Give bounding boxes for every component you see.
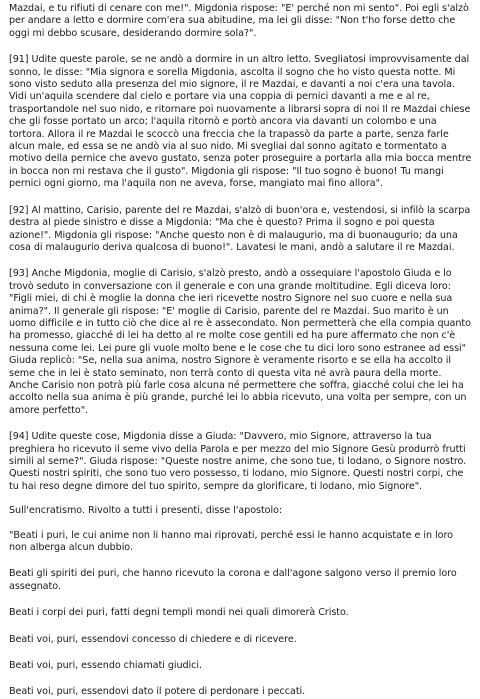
paragraph-92-morning: [92] Al mattino, Carisio, parente del re Mazdai, s'alzò di buon'ora e, vestendosi, si infilò la scarpa destra al piede sinistro e disse a Migdonia: "Ma che è questo? Prima il sogno e poi questa azione!". Migdonia gli rispose: "Anche questo non è di malaugurio, ma di buonaugurio; da una cosa di malaugurio deriva qualcosa di buono!". Lavatesi le mani, andò a salutare il re Mazdai. — [9, 204, 471, 253]
paragraph-mazdai-dinner: Mazdai, e tu rifiuti di cenare con me!". Migdonia rispose: "E' perché non mi sento". Poi egli s'alzò per andare a letto e dormire com'era sua abitudine, ma lei gli disse: "Non t'ho forse detto che oggi mi debbo scusare, desiderando dormire sola?". — [9, 3, 469, 39]
beatitude-forgive: Beati voi, puri, essendovi dato il potere di perdonare i peccati. — [9, 686, 306, 698]
beatitude-judges: Beati voi, puri, essendo chiamati giudici. — [9, 660, 203, 672]
beatitude-souls: "Beati i puri, le cui anime non li hanno mai riprovati, perché essi le hanno acquistate e in loro non alberga alcun dubbio. — [9, 529, 453, 554]
paragraph-93-migdonia: [93] Anche Migdonia, moglie di Carisio, s'alzò presto, andò a ossequiare l'apostolo Giuda e lo trovò seduto in conversazione con il generale e con una grande moltitudine. Egli diceva loro: "Figli miei, di chi è moglie la donna che ieri ricevette nostro Signore nel suo cuore e nella sua anima?". Il generale gli rispose: "E' moglie di Carisio, parente del re Mazdai. Suo marito è un uomo difficile e in tutto ciò che dice al re è assecondato. Non permetterà che ella compia quanto ha promesso, giacché di lei ha detto al re molte cose gentili ed ha pure affermato che non c'è nessuna come lei. Lei pure gli vuole molto bene e le cose che tu dici loro sono estranee ad essi" Giuda replicò: "Se, nella sua anima, nostro Signore è veramente risorto e se ella ha accolto il seme che in lei è stato seminato, non terrà conto di questa vita né avrà paura della morte. Anche Carisio non potrà più farle cosa alcuna né permettere che soffra, giacché colui che lei ha accolto nella sua anima è più grande, purché lei lo abbia ricevuto, una volta per sempre, con un amore perfetto". — [9, 268, 471, 416]
paragraph-94-seed: [94] Udite queste cose, Migdonia disse a Giuda: "Davvero, mio Signore, attraverso la tua preghiera ho ricevuto il seme vivo della Parola e per mezzo del mio Signore Gesù produrrò frutti simili al seme?". Giuda rispose: "Queste nostre anime, che sono tue, ti lodano, o Signore nostro. Questi nostri spiriti, che sono tuo vero possesso, ti lodano, mio Signore. Questi nostri corpi, che tu hai reso degne dimore del tuo spirito, sempre da glorificare, ti lodano, mio Signore". — [9, 431, 467, 492]
beatitude-ask-receive: Beati voi, puri, essendovi concesso di chiedere e di ricevere. — [9, 633, 297, 645]
beatitude-spirits: Beati gli spiriti dei puri, che hanno ricevuto la corona e dall'agone salgono verso il premio loro assegnato. — [9, 568, 457, 592]
paragraph-91-dream: [91] Udite queste parole, se ne andò a dormire in un altro letto. Svegliatosi improvvisamente dal sonno, le disse: "Mia signora e sorella Migdonia, ascolta il sogno che ho visto questa notte. Mi sono visto seduto alla presenza del mio signore, il re Mazdai, e davanti a noi c'era una tavola. Vidi un'aquila scendere dal cielo e portare via una coppia di pernici davanti a me e al re, trasportandole nel suo nido, e ritornare poi nuovamente a librarsi sopra di noi Il re Mazdai chiese che gli fosse portato un arco; l'aquila ritornò e portò ancora via davanti un colombo e una tortora. Allora il re Mazdai le scoccò una freccia che la trapassò da parte a parte, senza farle alcun male, ed essa se ne andò via al suo nido. Mi svegliai dal sonno agitato e tormentato a motivo della pernice che avevo gustato, senza poter proseguire a portarla alla mia bocca mentre in bocca non mi restava che il gusto". Migdonia gli rispose: "Il tuo sogno è buono! Tu mangi pernici ogni giorno, ma l'aquila non ne aveva, forse, mangiato mai fino allora". — [9, 54, 472, 190]
paragraph-encratism-heading: Sull'encratismo. Rivolto a tutti i presenti, disse l'apostolo: — [9, 505, 283, 517]
beatitude-bodies: Beati i corpi dei puri, fatti degni templi mondi nei quali dimorerà Cristo. — [9, 607, 349, 619]
